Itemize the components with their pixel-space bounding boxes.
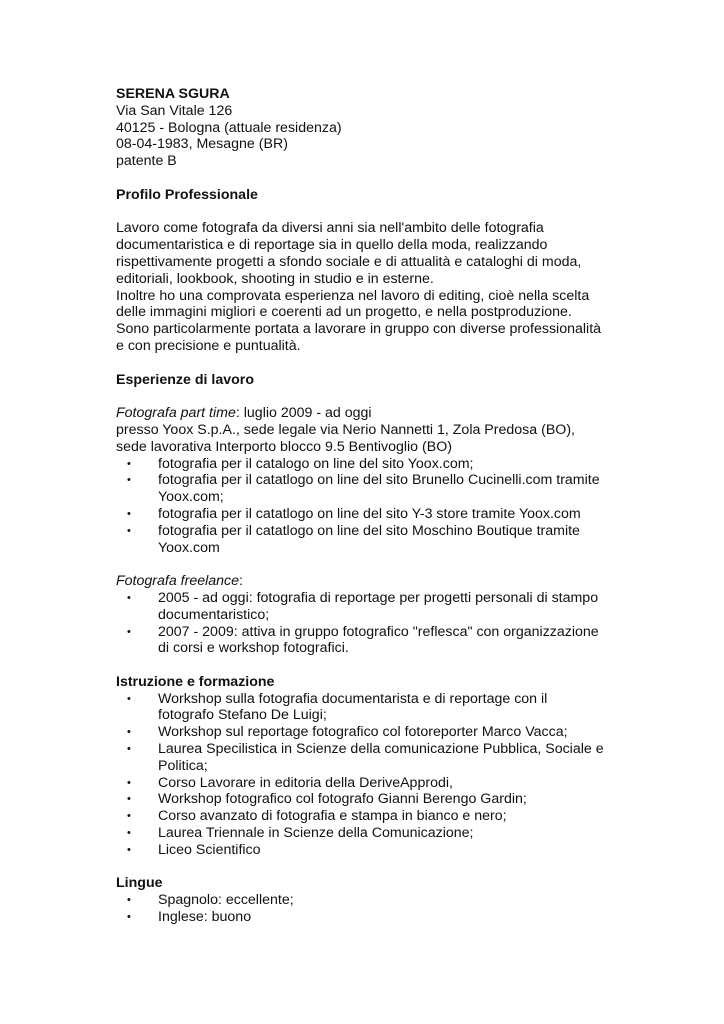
- bullet: •: [127, 625, 131, 638]
- list-item: • Workshop sul reportage fotografico col fotoreporter Marco Vacca;: [127, 724, 568, 741]
- section-heading-languages: Lingue: [116, 875, 163, 892]
- list-item: • fotografia per il catatlogo on line del sito Y-3 store tramite Yoox.com: [127, 505, 581, 522]
- birth-line: 08-04-1983, Mesagne (BR): [116, 136, 288, 153]
- list-item: • Corso avanzato di fotografia e stampa in bianco e nero;: [127, 808, 507, 825]
- list-item: • 2005 - ad oggi: fotografia di reportage per progetti personali di stampo documentaristico;: [127, 589, 599, 623]
- list-item: • Corso Lavorare in editoria della DeriveApprodi,: [127, 774, 453, 791]
- list-item: • Spagnolo: eccellente;: [127, 892, 294, 909]
- list-item: • fotografia per il catatlogo on line del sito Brunello Cucinelli.com tramite Yoox.com;: [127, 472, 600, 506]
- list-item: • fotografia per il catatlogo on line del sito Moschino Boutique tramite Yoox.com: [127, 522, 580, 556]
- bullet: •: [127, 726, 131, 739]
- profile-line: e con precisione e puntualità.: [116, 337, 301, 354]
- job-title: Fotografa freelance: [116, 573, 240, 590]
- bullet: •: [127, 793, 131, 806]
- education-list: [116, 691, 616, 859]
- header-block: [116, 86, 616, 170]
- job-freelance-list: [116, 590, 616, 657]
- job-detail-line: sede lavorativa Interporto blocco 9.5 Bentivoglio (BO): [116, 438, 452, 455]
- list-item: • Inglese: buono: [127, 909, 252, 926]
- job-title: Fotografa part time: [116, 405, 236, 422]
- job-dates: :: [239, 573, 243, 590]
- section-heading-experience: Esperienze di lavoro: [116, 371, 254, 388]
- profile-line: delle immagini migliori e coerenti ad un progetto, e nella postproduzione.: [116, 304, 572, 321]
- cv-document: [116, 86, 616, 926]
- list-item: • Workshop fotografico col fotografo Gianni Berengo Gardin;: [127, 791, 527, 808]
- bullet: •: [127, 743, 131, 756]
- profile-paragraph: [116, 220, 616, 354]
- job-freelance: [116, 573, 616, 657]
- job-parttime-list: [116, 456, 616, 557]
- languages-list: [116, 892, 616, 926]
- bullet: •: [127, 524, 131, 537]
- city-line: 40125 - Bologna (attuale residenza): [116, 119, 342, 136]
- job-detail-line: presso Yoox S.p.A., sede legale via Nerio Nannetti 1, Zola Predosa (BO),: [116, 421, 575, 438]
- bullet: •: [127, 827, 131, 840]
- bullet: •: [127, 843, 131, 856]
- bullet: •: [127, 591, 131, 604]
- bullet: •: [127, 507, 131, 520]
- profile-line: Lavoro come fotografa da diversi anni sia nell'ambito delle fotografia: [116, 220, 544, 237]
- profile-line: editoriali, lookbook, shooting in studio e in esterne.: [116, 270, 434, 287]
- bullet: •: [127, 474, 131, 487]
- profile-line: rispettivamente progetti a sfondo sociale e di attualità e cataloghi di moda,: [116, 253, 582, 270]
- job-dates: : luglio 2009 - ad oggi: [235, 405, 372, 422]
- profile-line: Inoltre ho una comprovata esperienza nel lavoro di editing, cioè nella scelta: [116, 287, 590, 304]
- candidate-name: SERENA SGURA: [116, 86, 230, 102]
- license-line: patente B: [116, 153, 177, 170]
- profile-line: Sono particolarmente portata a lavorare in gruppo con diverse professionalità: [116, 321, 602, 338]
- job-parttime: [116, 405, 616, 556]
- job-title-line: [116, 573, 616, 590]
- bullet: •: [127, 457, 131, 470]
- bullet: •: [127, 692, 131, 705]
- list-item: • 2007 - 2009: attiva in gruppo fotografico "reflesca" con organizzazione di corsi e workshop fotografici.: [127, 623, 599, 657]
- section-heading-education: Istruzione e formazione: [116, 673, 275, 690]
- bullet: •: [127, 810, 131, 823]
- bullet: •: [127, 894, 131, 907]
- profile-line: documentaristica e di reportage sia in quello della moda, realizzando: [116, 237, 548, 254]
- job-title-line: [116, 405, 616, 422]
- list-item: • fotografia per il catalogo on line del sito Yoox.com;: [127, 455, 474, 472]
- list-item: • Laurea Triennale in Scienze della Comunicazione;: [127, 825, 474, 842]
- list-item: • Laurea Specilistica in Scienze della comunicazione Pubblica, Sociale e Politica;: [127, 741, 604, 774]
- bullet: •: [127, 911, 131, 924]
- bullet: •: [127, 776, 131, 789]
- list-item: • Workshop sulla fotografia documentarista e di reportage con il fotografo Stefano De Luigi;: [127, 690, 548, 724]
- section-heading-profile: Profilo Professionale: [116, 186, 258, 203]
- list-item: • Liceo Scientifico: [127, 841, 261, 858]
- address-line: Via San Vitale 126: [116, 102, 233, 119]
